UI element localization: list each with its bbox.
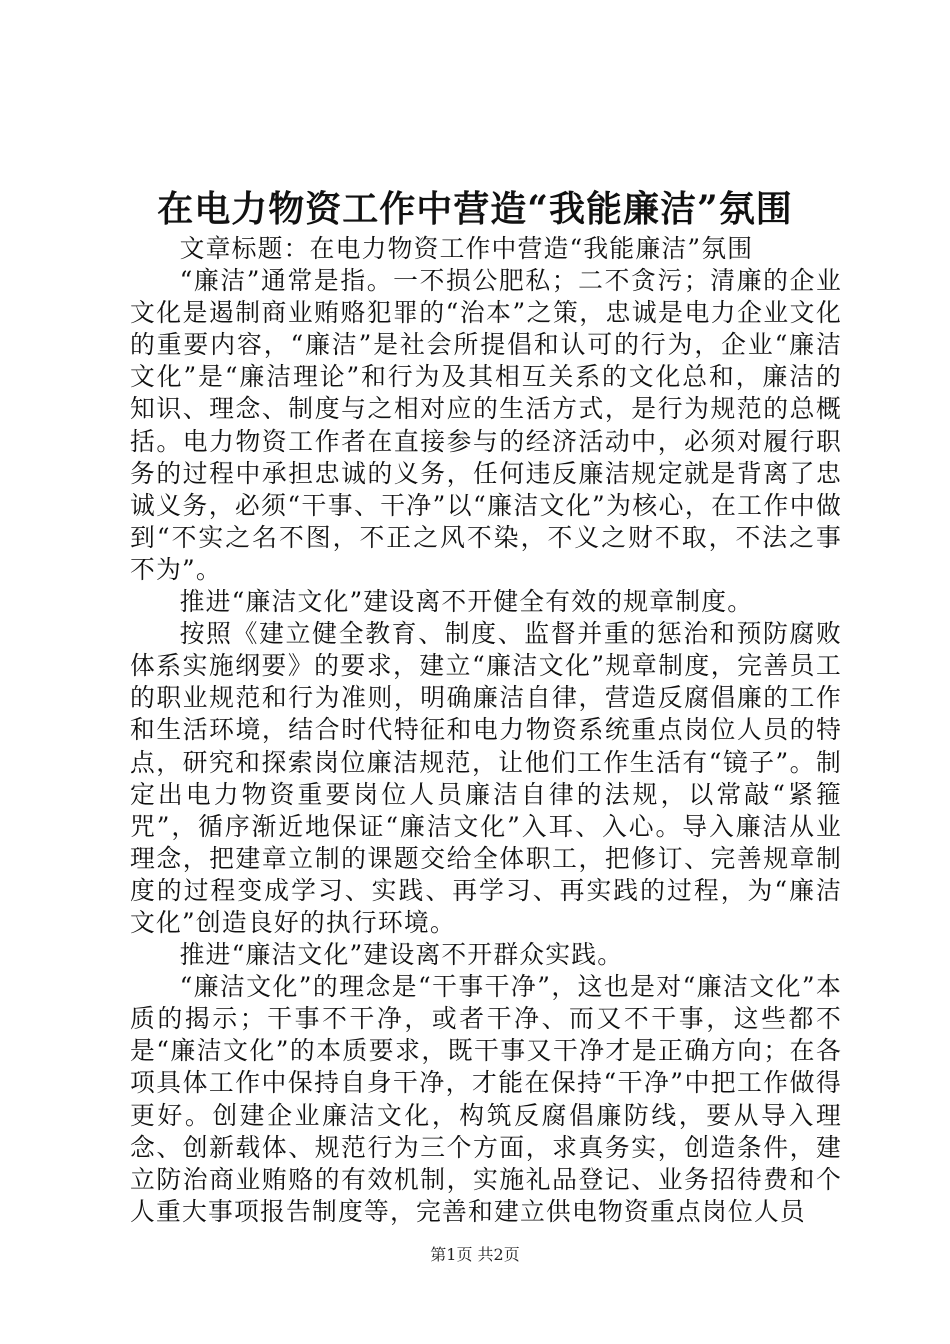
paragraph-intro: “廉洁”通常是指。一不损公肥私；二不贪污；清廉的企业文化是遏制商业贿赂犯罪的“治本”之策，忠诚是电力企业文化的重要内容，“廉洁”是社会所提倡和认可的行为，企业“廉洁文化”是“廉洁理论”和行为及其相互关系的文化总和，廉洁的知识、理念、制度与之相对应的生活方式，是行为规范的总概括。电力物资工作者在直接参与的经济活动中，必须对履行职务的过程中承担忠诚的义务，任何违反廉洁规定就是背离了忠诚义务，必须“干事、干净”以“廉洁文化”为核心，在工作中做到“不实之名不图，不正之风不染，不义之财不取，不法之事不为”。	[130, 266, 842, 584]
paragraph-heading-practice: 推进“廉洁文化”建设离不开群众实践。	[179, 940, 624, 970]
paragraph-rules-body: 按照《建立健全教育、制度、监督并重的惩治和预防腐败体系实施纲要》的要求，建立“廉洁文化”规章制度，完善员工的职业规范和行为准则，明确廉洁自律，营造反腐倡廉的工作和生活环境，结合时代特征和电力物资系统重点岗位人员的特点，研究和探索岗位廉洁规范，让他们工作生活有“镜子”。制定出电力物资重要岗位人员廉洁自律的法规，以常敲“紧箍咒”，循序渐近地保证“廉洁文化”入耳、入心。导入廉洁从业理念，把建章立制的课题交给全体职工，把修订、完善规章制度的过程变成学习、实践、再学习、再实践的过程，为“廉洁文化”创造良好的执行环境。	[130, 619, 842, 937]
page-number-footer: 第1页 共2页	[430, 1245, 520, 1264]
paragraph-practice-body: “廉洁文化”的理念是“干事干净”，这也是对“廉洁文化”本质的揭示；干事不干净，或者干净、而又不干事，这些都不是“廉洁文化”的本质要求，既干事又干净才是正确方向；在各项具体工作中保持自身干净，才能在保持“干净”中把工作做得更好。创建企业廉洁文化，构筑反腐倡廉防线，要从导入理念、创新载体、规范行为三个方面，求真务实，创造条件，建立防治商业贿赂的有效机制，实施礼品登记、业务招待费和个人重大事项报告制度等，完善和建立供电物资重点岗位人员	[130, 972, 842, 1226]
paragraph-heading-rules: 推进“廉洁文化”建设离不开健全有效的规章制度。	[179, 587, 754, 617]
document-body	[130, 233, 842, 1228]
paragraph-article-title: 文章标题：在电力物资工作中营造“我能廉洁”氛围	[179, 234, 754, 263]
document-title: 在电力物资工作中营造“我能廉洁”氛围	[157, 188, 793, 230]
